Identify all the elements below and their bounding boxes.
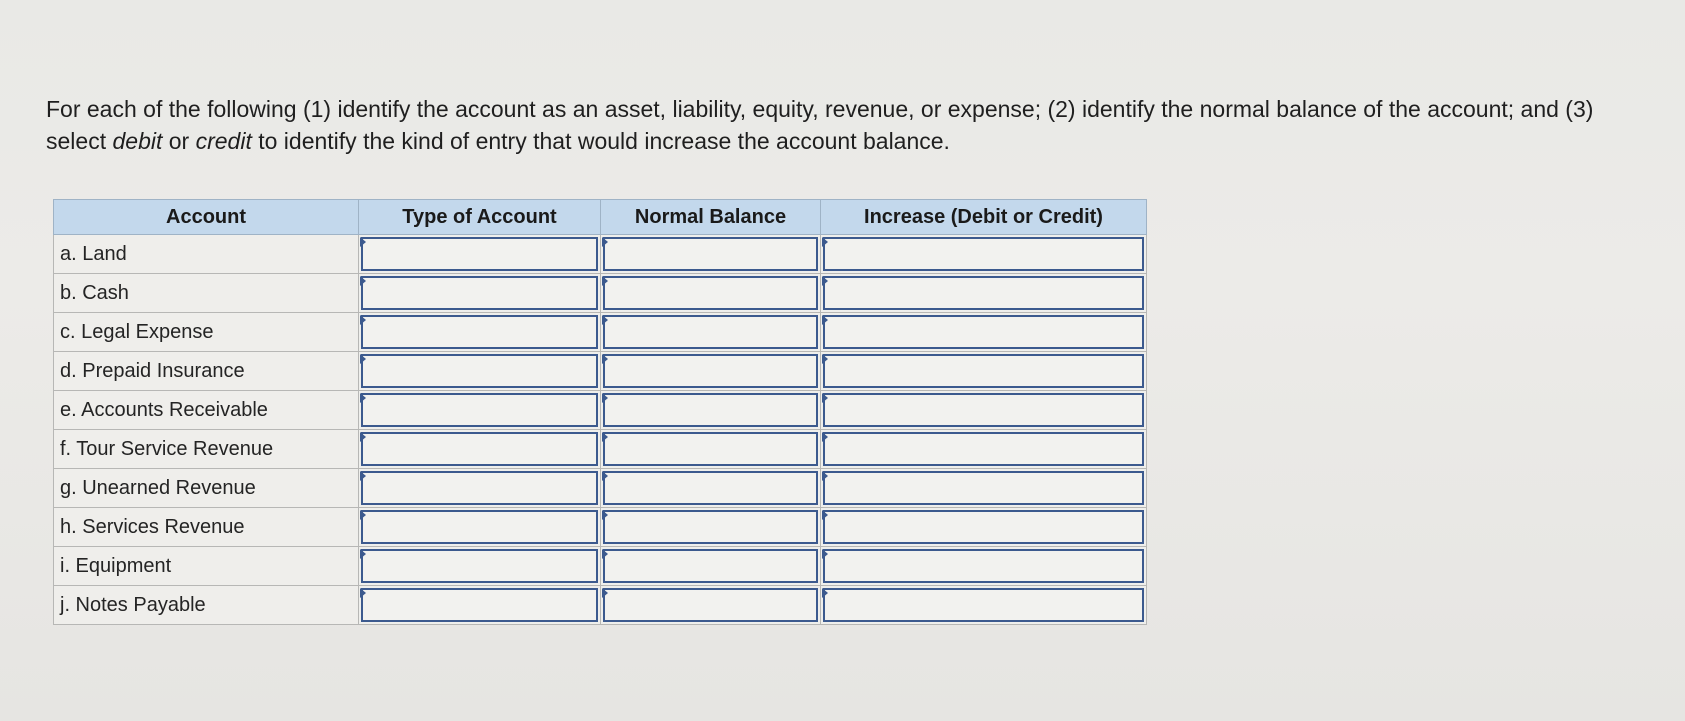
normal-balance-select[interactable] [603, 276, 818, 310]
type-of-account-select-cell [359, 313, 601, 352]
type-of-account-select[interactable] [361, 588, 598, 622]
dropdown-caret-icon [822, 432, 828, 442]
type-of-account-select[interactable] [361, 510, 598, 544]
dropdown-caret-icon [360, 393, 366, 403]
dropdown-caret-icon [822, 315, 828, 325]
table-row [54, 391, 1147, 430]
increase-debit-credit-select-cell [821, 352, 1147, 391]
table-row [54, 430, 1147, 469]
account-name-cell: d. Prepaid Insurance [54, 352, 359, 391]
instructions-part1: For each of the following (1) identify the account as an asset, liability, equity, revenue, or expense; (2) identify the normal balance of the account; and (3) select [46, 96, 1594, 154]
increase-debit-credit-select-cell [821, 508, 1147, 547]
dropdown-caret-icon [602, 510, 608, 520]
account-name-cell: g. Unearned Revenue [54, 469, 359, 508]
table-row [54, 547, 1147, 586]
increase-debit-credit-select-cell [821, 586, 1147, 625]
dropdown-caret-icon [360, 588, 366, 598]
type-of-account-select-cell [359, 469, 601, 508]
dropdown-caret-icon [602, 432, 608, 442]
type-of-account-select[interactable] [361, 393, 598, 427]
type-of-account-select[interactable] [361, 354, 598, 388]
normal-balance-select[interactable] [603, 588, 818, 622]
normal-balance-select[interactable] [603, 393, 818, 427]
normal-balance-select[interactable] [603, 510, 818, 544]
dropdown-caret-icon [602, 237, 608, 247]
increase-debit-credit-select[interactable] [823, 276, 1144, 310]
increase-debit-credit-select[interactable] [823, 588, 1144, 622]
type-of-account-select[interactable] [361, 471, 598, 505]
type-of-account-select-cell [359, 430, 601, 469]
account-name-cell: j. Notes Payable [54, 586, 359, 625]
account-name-cell: e. Accounts Receivable [54, 391, 359, 430]
dropdown-caret-icon [602, 471, 608, 481]
dropdown-caret-icon [360, 354, 366, 364]
increase-debit-credit-select-cell [821, 313, 1147, 352]
instructions-text [46, 93, 1646, 157]
increase-debit-credit-select-cell [821, 391, 1147, 430]
normal-balance-select-cell [601, 586, 821, 625]
instructions-debit: debit [112, 128, 163, 154]
dropdown-caret-icon [360, 471, 366, 481]
normal-balance-select[interactable] [603, 315, 818, 349]
normal-balance-select[interactable] [603, 354, 818, 388]
normal-balance-select[interactable] [603, 471, 818, 505]
increase-debit-credit-select[interactable] [823, 432, 1144, 466]
header-normal-balance: Normal Balance [601, 200, 821, 235]
table-row [54, 508, 1147, 547]
increase-debit-credit-select-cell [821, 469, 1147, 508]
type-of-account-select-cell [359, 586, 601, 625]
account-name-cell: c. Legal Expense [54, 313, 359, 352]
type-of-account-select[interactable] [361, 315, 598, 349]
header-increase: Increase (Debit or Credit) [821, 200, 1147, 235]
increase-debit-credit-select-cell [821, 274, 1147, 313]
table-body [54, 235, 1147, 625]
account-name-cell: a. Land [54, 235, 359, 274]
table-row [54, 469, 1147, 508]
normal-balance-select-cell [601, 547, 821, 586]
account-name-cell: f. Tour Service Revenue [54, 430, 359, 469]
dropdown-caret-icon [360, 237, 366, 247]
normal-balance-select-cell [601, 391, 821, 430]
header-account: Account [54, 200, 359, 235]
instructions-part3: to identify the kind of entry that would increase the account balance. [251, 128, 950, 154]
type-of-account-select-cell [359, 235, 601, 274]
normal-balance-select-cell [601, 235, 821, 274]
increase-debit-credit-select-cell [821, 235, 1147, 274]
type-of-account-select[interactable] [361, 432, 598, 466]
type-of-account-select[interactable] [361, 237, 598, 271]
normal-balance-select-cell [601, 313, 821, 352]
dropdown-caret-icon [360, 276, 366, 286]
table-row [54, 235, 1147, 274]
dropdown-caret-icon [602, 354, 608, 364]
instructions-part2: or [162, 128, 196, 154]
type-of-account-select-cell [359, 391, 601, 430]
increase-debit-credit-select[interactable] [823, 393, 1144, 427]
dropdown-caret-icon [822, 588, 828, 598]
table-header-row [54, 200, 1147, 235]
table-row [54, 274, 1147, 313]
increase-debit-credit-select[interactable] [823, 549, 1144, 583]
normal-balance-select-cell [601, 352, 821, 391]
header-type-of-account: Type of Account [359, 200, 601, 235]
dropdown-caret-icon [822, 276, 828, 286]
increase-debit-credit-select[interactable] [823, 471, 1144, 505]
account-name-cell: i. Equipment [54, 547, 359, 586]
normal-balance-select-cell [601, 469, 821, 508]
type-of-account-select-cell [359, 547, 601, 586]
dropdown-caret-icon [360, 315, 366, 325]
accounts-table [53, 199, 1147, 625]
account-name-cell: h. Services Revenue [54, 508, 359, 547]
increase-debit-credit-select[interactable] [823, 354, 1144, 388]
normal-balance-select-cell [601, 274, 821, 313]
dropdown-caret-icon [360, 510, 366, 520]
dropdown-caret-icon [602, 393, 608, 403]
normal-balance-select-cell [601, 508, 821, 547]
dropdown-caret-icon [822, 237, 828, 247]
table-row [54, 352, 1147, 391]
normal-balance-select[interactable] [603, 237, 818, 271]
dropdown-caret-icon [822, 471, 828, 481]
type-of-account-select-cell [359, 508, 601, 547]
increase-debit-credit-select[interactable] [823, 315, 1144, 349]
increase-debit-credit-select-cell [821, 430, 1147, 469]
type-of-account-select[interactable] [361, 276, 598, 310]
normal-balance-select[interactable] [603, 432, 818, 466]
type-of-account-select[interactable] [361, 549, 598, 583]
increase-debit-credit-select-cell [821, 547, 1147, 586]
dropdown-caret-icon [360, 549, 366, 559]
type-of-account-select-cell [359, 274, 601, 313]
table-row [54, 313, 1147, 352]
dropdown-caret-icon [822, 354, 828, 364]
normal-balance-select[interactable] [603, 549, 818, 583]
dropdown-caret-icon [822, 510, 828, 520]
increase-debit-credit-select[interactable] [823, 510, 1144, 544]
dropdown-caret-icon [602, 549, 608, 559]
dropdown-caret-icon [602, 588, 608, 598]
increase-debit-credit-select[interactable] [823, 237, 1144, 271]
accounts-table-container [53, 199, 1146, 625]
dropdown-caret-icon [822, 393, 828, 403]
dropdown-caret-icon [602, 315, 608, 325]
type-of-account-select-cell [359, 352, 601, 391]
normal-balance-select-cell [601, 430, 821, 469]
dropdown-caret-icon [602, 276, 608, 286]
dropdown-caret-icon [360, 432, 366, 442]
dropdown-caret-icon [822, 549, 828, 559]
table-row [54, 586, 1147, 625]
instructions-credit: credit [195, 128, 252, 154]
account-name-cell: b. Cash [54, 274, 359, 313]
